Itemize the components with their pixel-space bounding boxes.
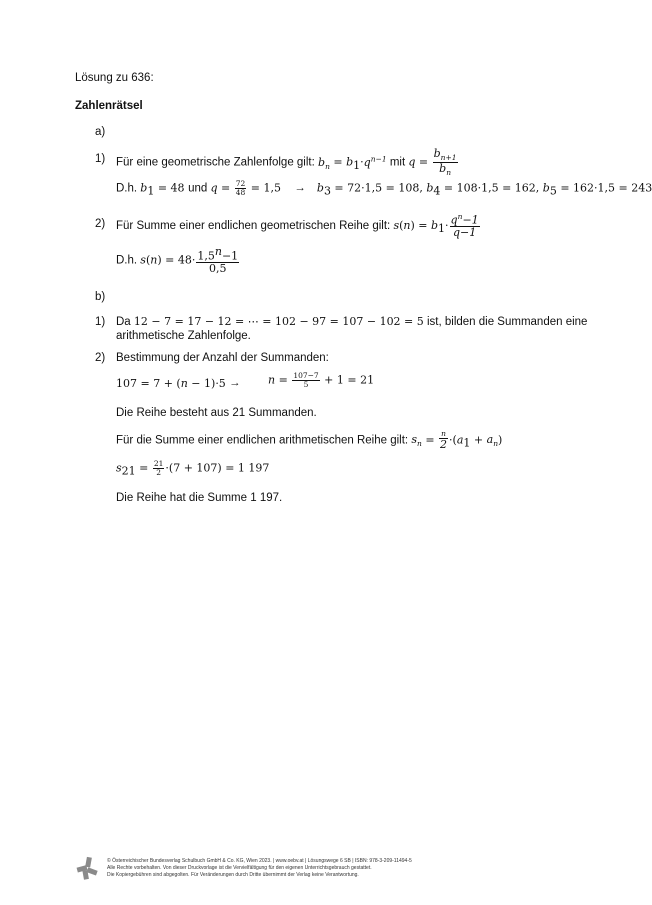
arrow-icon: → (229, 377, 241, 389)
result-sum: Die Reihe hat die Summe 1 197. (116, 492, 283, 504)
part-a-label: a) (95, 126, 106, 138)
section-title: Zahlenrätsel (75, 100, 143, 112)
item-number: 2) (95, 352, 106, 364)
footer-rights: Alle Rechte vorbehalten. Von dieser Druckvorlage ist die Vervielfältigung für den eigenen Unterrichtsgebrauch gestattet. (107, 865, 372, 871)
count-solution: n = $\frac{107-7}{5}$ + 1 = 21 (268, 371, 375, 389)
item-number: 2) (95, 218, 106, 230)
geometric-values-line: D.h. $b_1 = 48$ und q = $\frac{72}{48}$ = $1,5 \to b_3 = 72\cdot 1,5 = 108$, $b_4 = 108\cdot 1,5 = 162$, $b_5 = 162\cdot 1,5 = 243$ (116, 179, 652, 198)
item-number: 1) (95, 153, 106, 165)
item-number: 1) (95, 316, 106, 328)
geometric-sum-formula: Für Summe einer endlichen geometrischen Reihe gilt: $s(n) = b_1\cdot$ $\frac{q^n-1}{q-1}$ (116, 212, 479, 240)
oebv-logo-icon (75, 856, 99, 880)
part-b-label: b) (95, 291, 106, 303)
count-summands-text: Bestimmung der Anzahl der Summanden: (116, 352, 329, 364)
count-equation: 107 = 7 + (n − 1)·5 (116, 377, 226, 390)
footer-disclaimer: Die Kopiergebühren sind abgegolten. Für Veränderungen durch Dritte übernimmt der Verlag keine Verantwortung. (107, 872, 359, 878)
footer-copyright: © Österreichischer Bundesverlag Schulbuch GmbH & Co. KG, Wien 2023. | www.oebv.at | Lösungswege 6 SB | ISBN: 978-3-209-11494-5 (107, 858, 412, 864)
solution-header: Lösung zu 636: (75, 72, 154, 84)
arithmetic-sum-calculation: $s_{21}$ = $\frac{21}{2}$ ·(7 + 107) = 1 197 (116, 459, 270, 478)
arrow-icon: → (294, 182, 306, 195)
geometric-sequence-formula: Für eine geometrische Zahlenfolge gilt: $b_n = b_1\cdot q^{n-1}$ mit q = $\frac{b_{n+1}}{b_n}$ (116, 147, 457, 178)
geometric-sum-example: D.h. s(n) = 48· $\frac{1,5^n-1}{0,5}$ (116, 245, 239, 276)
arithmetic-sum-formula: Für die Summe einer endlichen arithmetischen Reihe gilt: $s_n$ = $\frac{n}{2}$ $\cdot(a_1 + a_n)$ (116, 429, 503, 451)
arithmetic-sequence-text: Da 12 − 7 = 17 − 12 = ⋯ = 102 − 97 = 107 − 102 = 5 ist, bilden die Summanden eine (116, 315, 588, 328)
result-summands: Die Reihe besteht aus 21 Summanden. (116, 407, 317, 419)
arithmetic-sequence-text-line2: arithmetische Zahlenfolge. (116, 330, 251, 342)
